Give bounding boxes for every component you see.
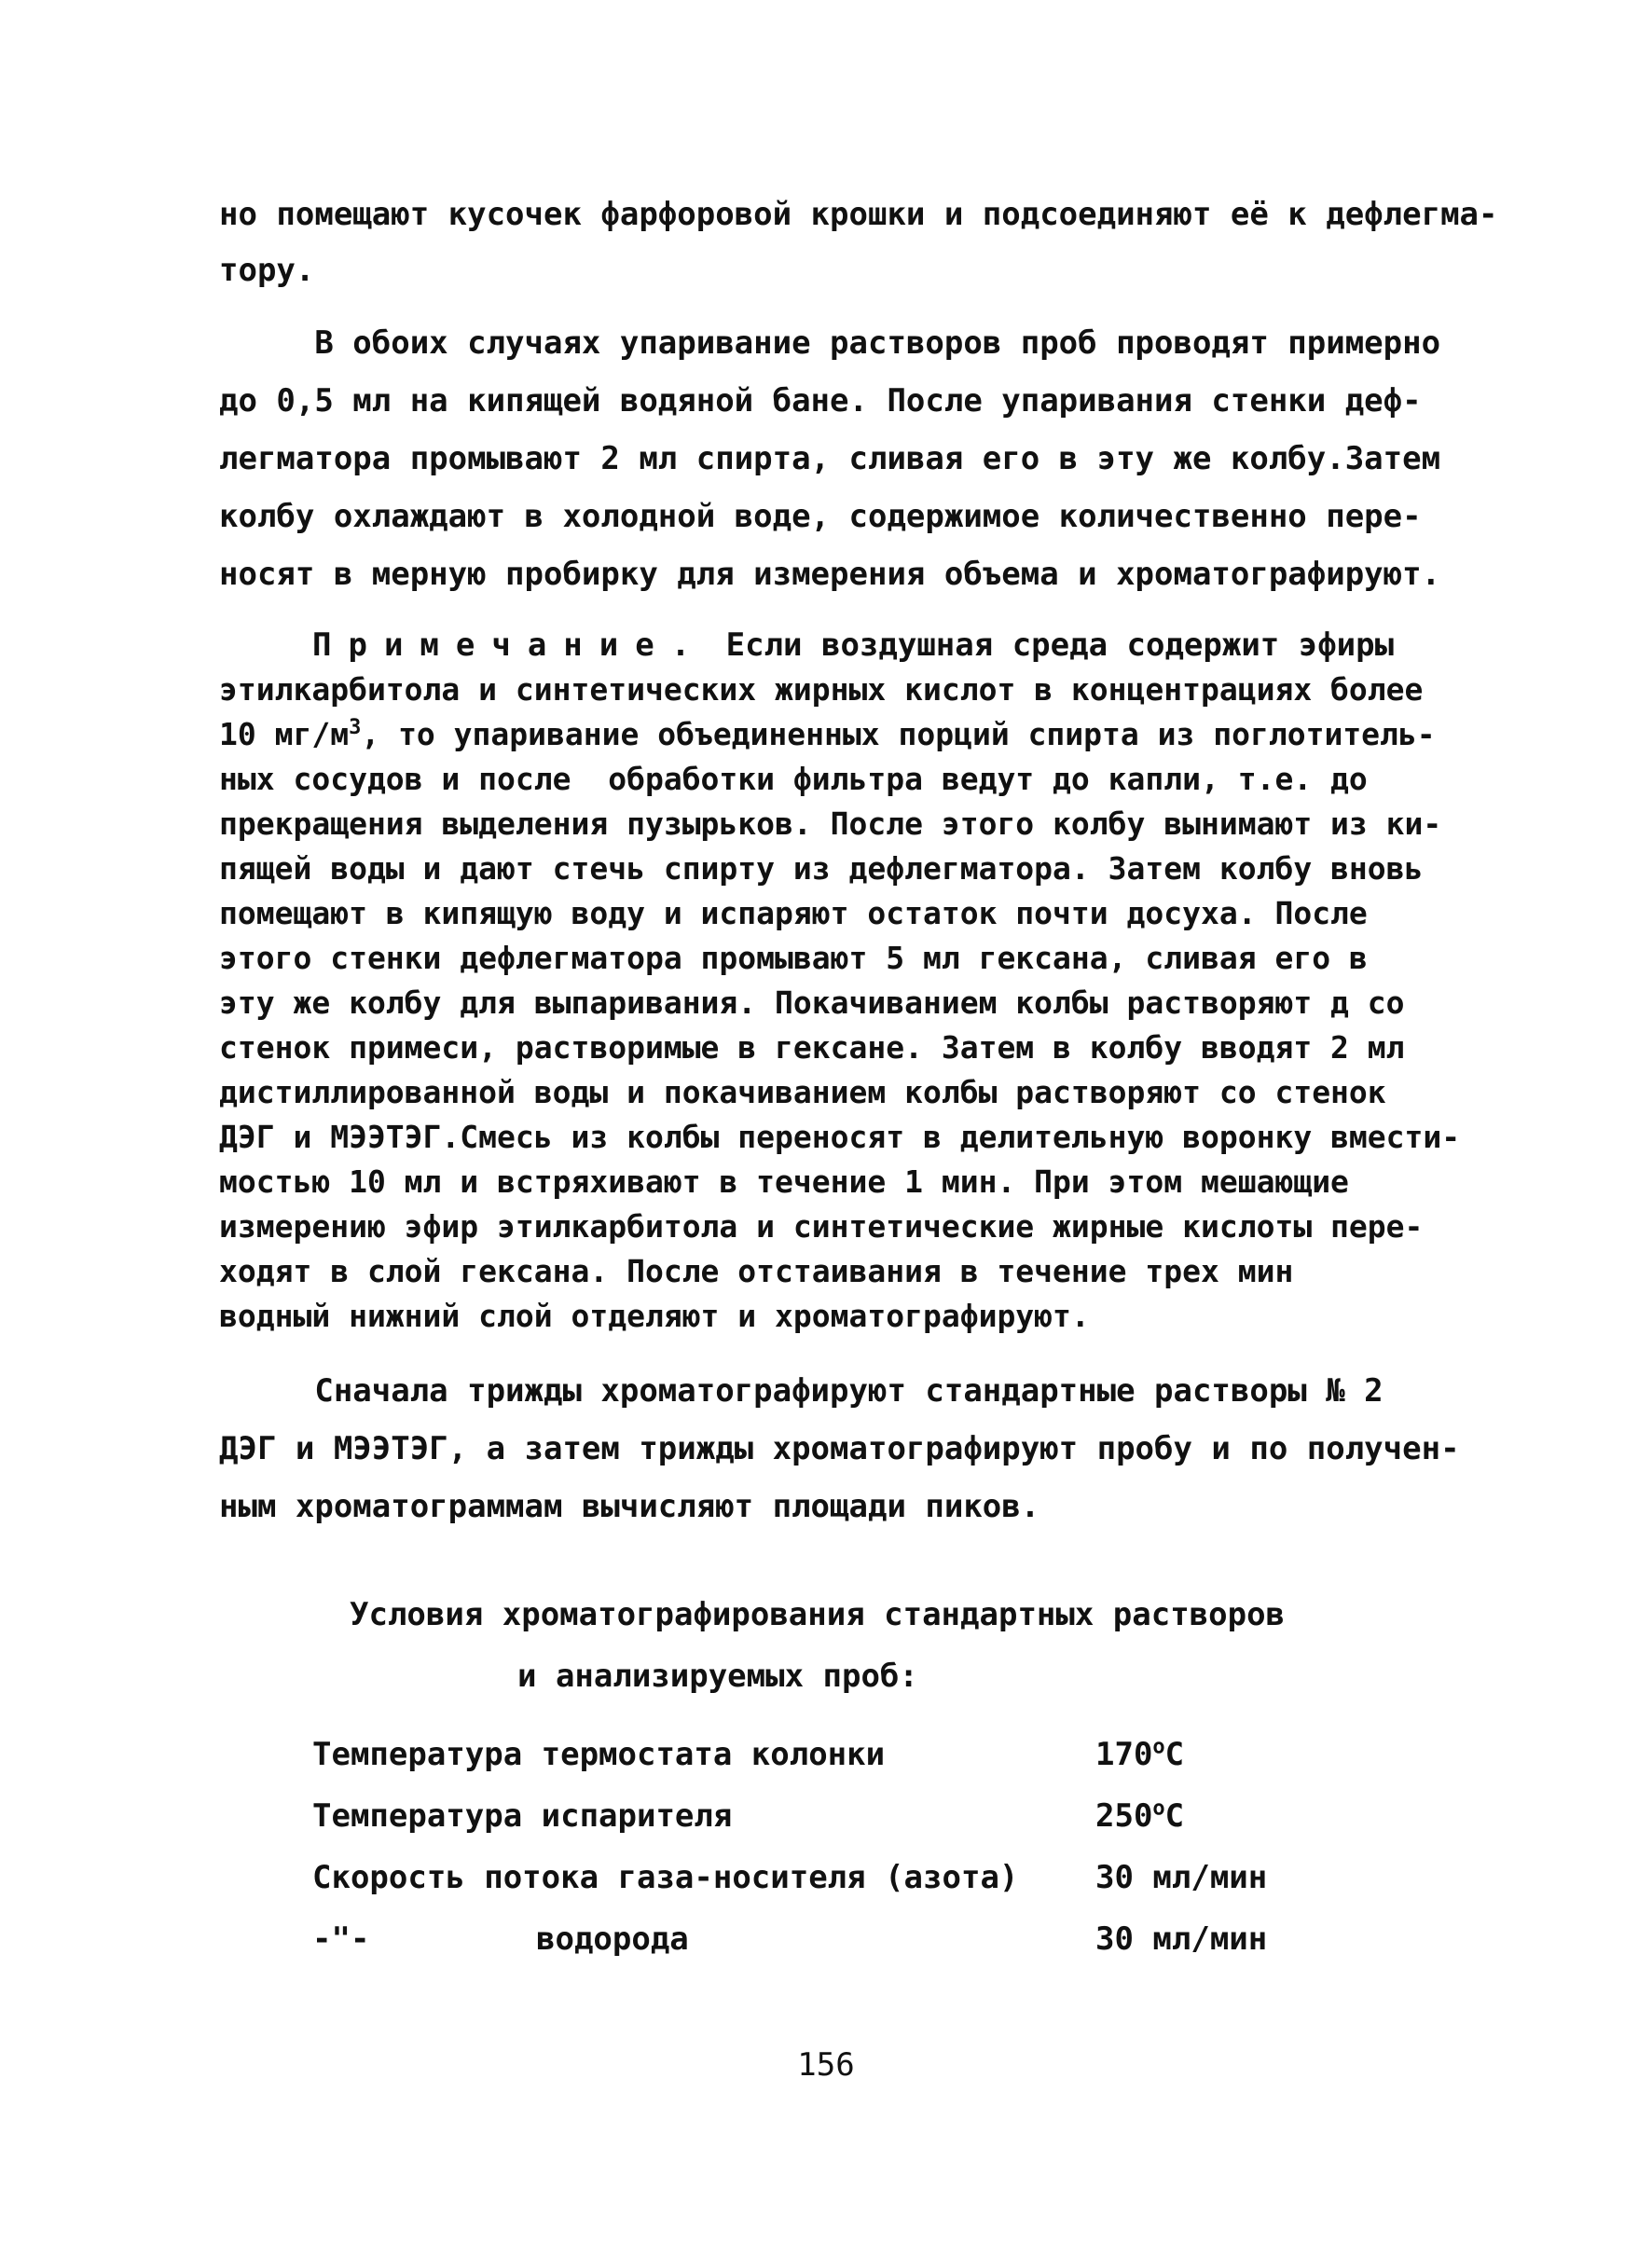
text-line: ходят в слой гексана. После отстаивания в течение трех мин [219, 1253, 1294, 1289]
text-line: мостью 10 мл и встряхивают в течение 1 мин. При этом мешающие [219, 1163, 1349, 1200]
note-first-line [312, 626, 1394, 664]
conditions-row [312, 1736, 1301, 1777]
text-line: ДЭГ и МЭЭТЭГ, а затем трижды хроматографируют пробу и по получен- [219, 1430, 1460, 1467]
text-line: но помещают кусочек фарфоровой крошки и подсоединяют её к дефлегма- [219, 196, 1498, 233]
conditions-title: Условия хроматографирования стандартных растворов [350, 1596, 1286, 1633]
text-line: ным хроматограммам вычисляют площади пиков. [219, 1488, 1040, 1525]
text-line: этилкарбитола и синтетических жирных кислот в концентрациях более [219, 671, 1424, 708]
text-line: дистиллированной воды и покачиванием колбы растворяют со стенок [219, 1074, 1386, 1110]
text-line: водный нижний слой отделяют и хроматографируют. [219, 1298, 1090, 1334]
text-line: стенок примеси, растворимые в гексане. Затем в колбу вводят 2 мл [219, 1029, 1405, 1066]
text-line: В обоих случаях упаривание растворов проб проводят примерно [219, 324, 1441, 362]
page-number: 156 [797, 2046, 855, 2084]
condition-sublabel: водорода [536, 1920, 689, 1958]
text-line: прекращения выделения пузырьков. После этого колбу вынимают из ки- [219, 805, 1442, 842]
superscript: 3 [349, 716, 362, 739]
condition-value: 30 мл/мин [1095, 1920, 1268, 1958]
text-line: пящей воды и дают стечь спирту из дефлегматора. Затем колбу вновь [219, 850, 1424, 887]
text-line: легматора промывают 2 мл спирта, сливая его в эту же колбу.Затем [219, 440, 1441, 477]
text-line: этого стенки дефлегматора промывают 5 мл гексана, сливая его в [219, 940, 1368, 976]
condition-value: $170^оС$ [1095, 1735, 1185, 1773]
text-line: измерению эфир этилкарбитола и синтетические жирные кислоты пере- [219, 1208, 1424, 1245]
condition-value: 30 мл/мин [1095, 1859, 1268, 1896]
text-line: Сначала трижды хроматографируют стандартные растворы № 2 [219, 1372, 1384, 1410]
text-line: до 0,5 мл на кипящей водяной бане. После упаривания стенки деф- [219, 382, 1422, 420]
text-fragment: 10 мг/м [219, 716, 350, 752]
condition-label: -"- [312, 1920, 370, 1958]
text-line: эту же колбу для выпаривания. Покачиванием колбы растворяют д со [219, 984, 1405, 1021]
conditions-row [312, 1920, 1301, 1961]
text-fragment: , то упаривание объединенных порций спирта из поглотитель- [361, 716, 1436, 752]
text-line: помещают в кипящую воду и испаряют остаток почти досуха. После [219, 895, 1368, 931]
note-line-with-unit [219, 716, 1436, 753]
note-heading: Примечание. [312, 626, 708, 664]
condition-value: $250^оС$ [1095, 1796, 1185, 1835]
condition-label: Температура термостата колонки [312, 1736, 886, 1773]
text-line: ДЭГ и МЭЭТЭГ.Смесь из колбы переносят в делительную воронку вмести- [219, 1119, 1461, 1155]
condition-label: Температура испарителя [312, 1797, 733, 1835]
conditions-subtitle: и анализируемых проб: [517, 1658, 918, 1695]
text-line: ных сосудов и после обработки фильтра ведут до капли, т.е. до [219, 761, 1368, 797]
text-line: колбу охлаждают в холодной воде, содержимое количественно пере- [219, 498, 1422, 535]
condition-label: Скорость потока газа-носителя (азота) [312, 1859, 1019, 1896]
text-line: тору. [219, 252, 315, 289]
conditions-row [312, 1859, 1301, 1900]
conditions-row [312, 1797, 1301, 1838]
text-line: носят в мерную пробирку для измерения объема и хроматографируют. [219, 556, 1441, 593]
note-line-rest: Если воздушная среда содержит эфиры [707, 626, 1395, 664]
